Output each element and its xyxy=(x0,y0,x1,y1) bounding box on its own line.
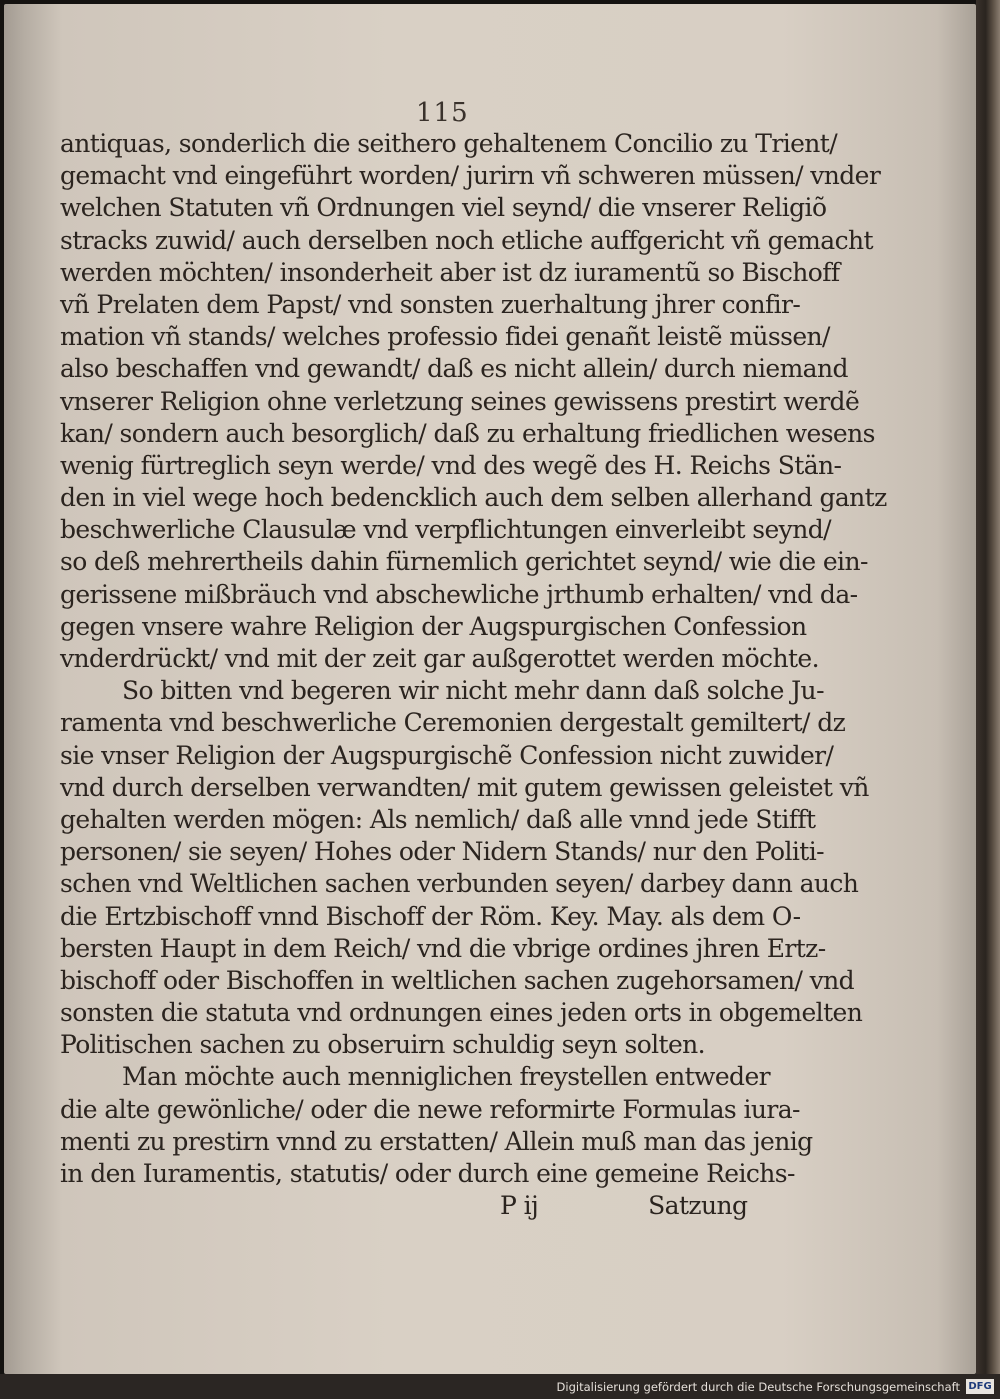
text-line: gerissene mißbräuch vnd abschewliche jrthumb erhalten/ vnd da- xyxy=(60,579,858,609)
text-line: Politischen sachen zu obseruirn schuldig seyn solten. xyxy=(60,1030,706,1060)
body-text xyxy=(60,128,887,1222)
text-line: vnd durch derselben verwandten/ mit gutem gewissen geleistet vñ xyxy=(60,772,869,802)
text-line: die Ertzbischoff vnnd Bischoff der Röm. Key. May. als dem O- xyxy=(60,901,801,931)
text-line: vñ Prelaten dem Papst/ vnd sonsten zuerhaltung jhrer confir- xyxy=(60,289,801,319)
text-line: Man möchte auch menniglichen freystellen entweder xyxy=(122,1062,771,1092)
page-number: 115 xyxy=(416,98,469,128)
text-line: kan/ sondern auch besorglich/ daß zu erhaltung friedlichen wesens xyxy=(60,418,875,448)
page-edge xyxy=(976,0,1000,1380)
text-line: gehalten werden mögen: Als nemlich/ daß alle vnnd jede Stifft xyxy=(60,804,816,834)
text-line: also beschaffen vnd gewandt/ daß es nicht allein/ durch niemand xyxy=(60,354,848,384)
text-line: gegen vnsere wahre Religion der Augspurgischen Confession xyxy=(60,611,807,641)
text-line: menti zu prestirn vnnd zu erstatten/ Allein muß man das jenig xyxy=(60,1126,813,1156)
text-line: welchen Statuten vñ Ordnungen viel seynd/ die vnserer Religiõ xyxy=(60,193,827,223)
text-line: sonsten die statuta vnd ordnungen eines jeden orts in obgemelten xyxy=(60,998,863,1028)
text-line: wenig fürtreglich seyn werde/ vnd des wegẽ des H. Reichs Stän- xyxy=(60,450,842,480)
text-line: personen/ sie seyen/ Hohes oder Nidern Stands/ nur den Politi- xyxy=(60,837,824,867)
text-line: vnderdrückt/ vnd mit der zeit gar außgerottet werden möchte. xyxy=(60,644,819,673)
text-line: antiquas, sonderlich die seithero gehaltenem Concilio zu Trient/ xyxy=(60,129,838,158)
text-line: mation vñ stands/ welches professio fidei genañt leistẽ müssen/ xyxy=(60,322,830,352)
text-line: ramenta vnd beschwerliche Ceremonien dergestalt gemiltert/ dz xyxy=(60,708,846,738)
text-line: beschwerliche Clausulæ vnd verpflichtungen einverleibt seynd/ xyxy=(60,515,831,545)
text-line: So bitten vnd begeren wir nicht mehr dann daß solche Ju- xyxy=(122,676,824,706)
text-line: werden möchten/ insonderheit aber ist dz iuramentũ so Bischoff xyxy=(60,257,840,287)
digitization-credit: Digitalisierung gefördert durch die Deutsche Forschungsgemeinschaft xyxy=(556,1380,960,1394)
text-line: stracks zuwid/ auch derselben noch etliche auffgericht vñ gemacht xyxy=(60,225,873,255)
text-line: bersten Haupt in dem Reich/ vnd die vbrige ordines jhren Ertz- xyxy=(60,933,826,963)
text-line: sie vnser Religion der Augspurgischẽ Confession nicht zuwider/ xyxy=(60,740,834,770)
text-line: schen vnd Weltlichen sachen verbunden seyen/ darbey dann auch xyxy=(60,869,859,899)
catchword: Satzung xyxy=(648,1191,748,1221)
text-line: die alte gewönliche/ oder die newe reformirte Formulas iura- xyxy=(60,1094,800,1124)
text-line: so deß mehrertheils dahin fürnemlich gerichtet seynd/ wie die ein- xyxy=(60,547,868,577)
signature-mark: P ij xyxy=(500,1191,539,1221)
text-line: gemacht vnd eingeführt worden/ jurirn vñ schweren müssen/ vnder xyxy=(60,161,881,191)
text-line: bischoff oder Bischoffen in weltlichen sachen zugehorsamen/ vnd xyxy=(60,965,855,995)
signature-catchword-line xyxy=(60,1190,790,1222)
text-line: vnserer Religion ohne verletzung seines gewissens prestirt werdẽ xyxy=(60,386,860,416)
book-page xyxy=(4,4,976,1374)
dfg-logo: DFG xyxy=(966,1379,994,1394)
text-line: in den Iuramentis, statutis/ oder durch eine gemeine Reichs- xyxy=(60,1159,795,1188)
text-line: den in viel wege hoch bedencklich auch dem selben allerhand gantz xyxy=(60,483,887,513)
